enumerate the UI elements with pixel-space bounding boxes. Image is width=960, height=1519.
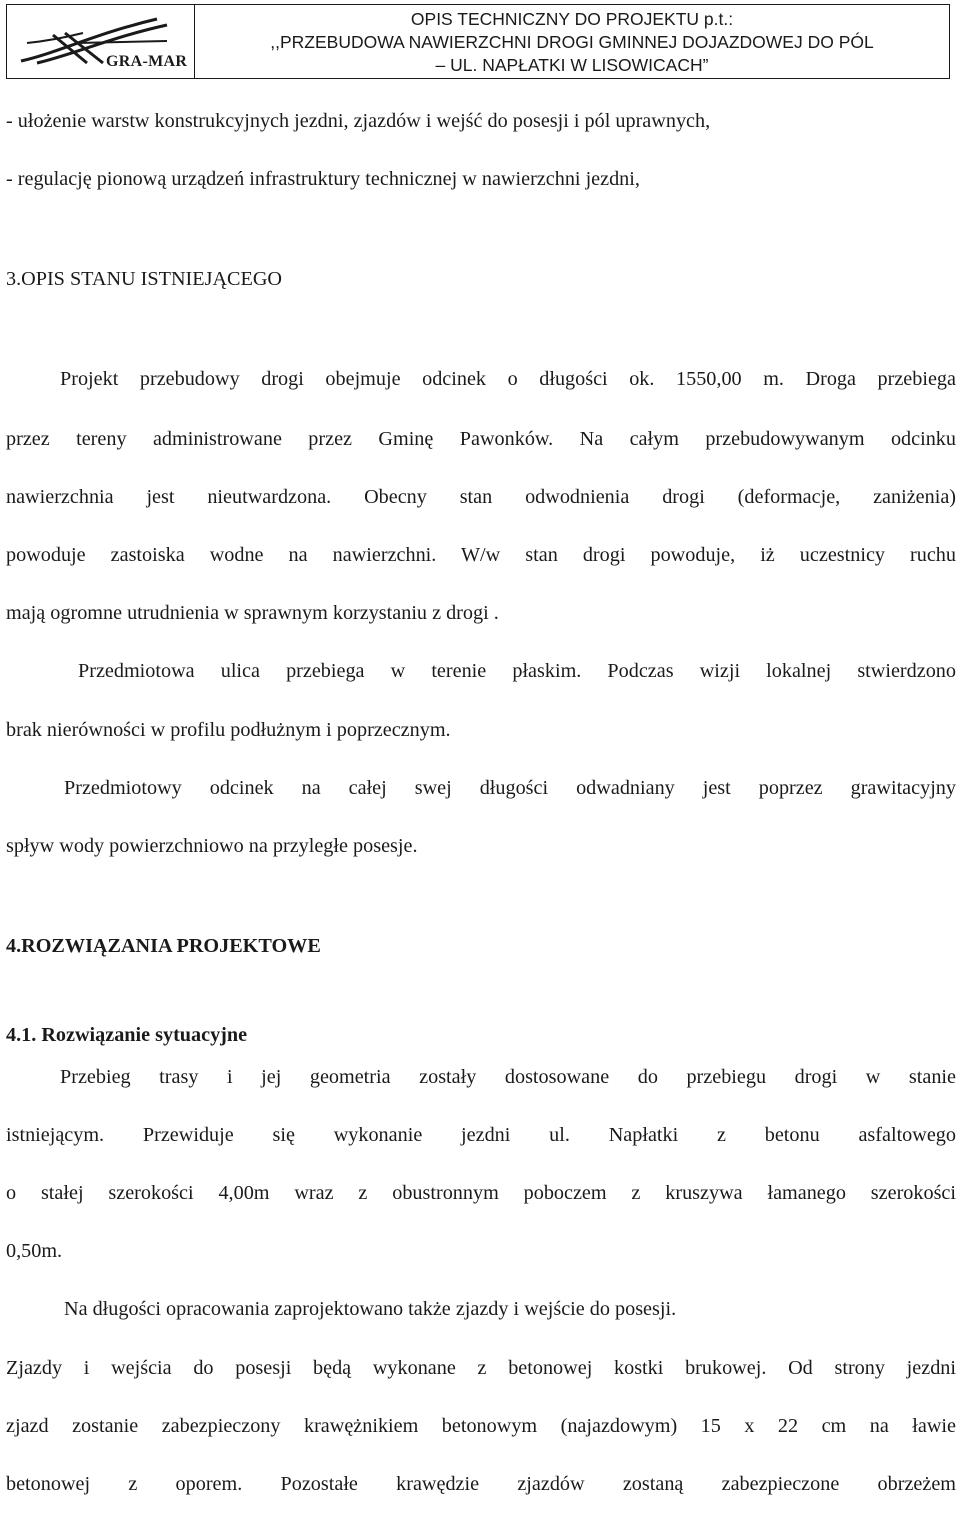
paragraph-line: Przedmiotowa ulica przebiega w terenie płaskim. Podczas wizji lokalnej stwierdzono [78,660,956,682]
title-line-2: ,,PRZEBUDOWA NAWIERZCHNI DROGI GMINNEJ DOJAZDOWEJ DO PÓL [270,32,874,52]
paragraph-line: betonowej z oporem. Pozostałe krawędzie zjazdów zostaną zabezpieczone obrzeżem [6,1473,956,1495]
paragraph-line: brak nierówności w profilu podłużnym i poprzecznym. [6,719,451,741]
section-heading: 4.ROZWIĄZANIA PROJEKTOWE [6,935,321,957]
paragraph-line: Zjazdy i wejścia do posesji będą wykonane z betonowej kostki brukowej. Od strony jezdni [6,1357,956,1379]
paragraph-line: zjazd zostanie zabezpieczony krawężnikiem betonowym (najazdowym) 15 x 22 cm na ławie [6,1415,956,1437]
paragraph-line: mają ogromne utrudnienia w sprawnym korzystaniu z drogi . [6,602,499,624]
paragraph-line: Na długości opracowania zaprojektowano także zjazdy i wejście do posesji. [64,1298,677,1320]
logo-text: GRA-MAR [106,53,188,70]
bullet-item: - ułożenie warstw konstrukcyjnych jezdni, zjazdów i wejść do posesji i pól uprawnych, [6,110,711,132]
bullet-item: - regulację pionową urządzeń infrastruktury technicznej w nawierzchni jezdni, [6,168,640,190]
section-heading: 3.OPIS STANU ISTNIEJĄCEGO [6,268,282,290]
paragraph-line: Projekt przebudowy drogi obejmuje odcinek o długości ok. 1550,00 m. Droga przebiega [60,368,956,390]
paragraph-line: o stałej szerokości 4,00m wraz z obustronnym poboczem z kruszywa łamanego szerokości [6,1182,956,1204]
paragraph-line: spływ wody powierzchniowo na przyległe posesje. [6,835,418,857]
paragraph-line: przez tereny administrowane przez Gminę Pawonków. Na całym przebudowywanym odcinku [6,428,956,450]
paragraph-line: nawierzchnia jest nieutwardzona. Obecny stan odwodnienia drogi (deformacje, zaniżenia) [6,486,956,508]
paragraph-line: powoduje zastoiska wodne na nawierzchni. W/w stan drogi powoduje, iż uczestnicy ruchu [6,544,956,566]
title-line-3: – UL. NAPŁATKI W LISOWICACH” [435,55,709,75]
paragraph-line: 0,50m. [6,1240,63,1262]
subsection-heading: 4.1. Rozwiązanie sytuacyjne [6,1024,248,1046]
paragraph-line: istniejącym. Przewiduje się wykonanie jezdni ul. Napłatki z betonu asfaltowego [6,1124,956,1146]
paragraph-line: Przedmiotowy odcinek na całej swej długości odwadniany jest poprzez grawitacyjny [64,777,956,799]
company-logo [7,5,195,78]
document-title [195,5,949,78]
document-header [6,4,950,79]
paragraph-line: Przebieg trasy i jej geometria zostały dostosowane do przebiegu drogi w stanie [60,1066,956,1088]
title-line-1: OPIS TECHNICZNY DO PROJEKTU p.t.: [410,9,734,29]
